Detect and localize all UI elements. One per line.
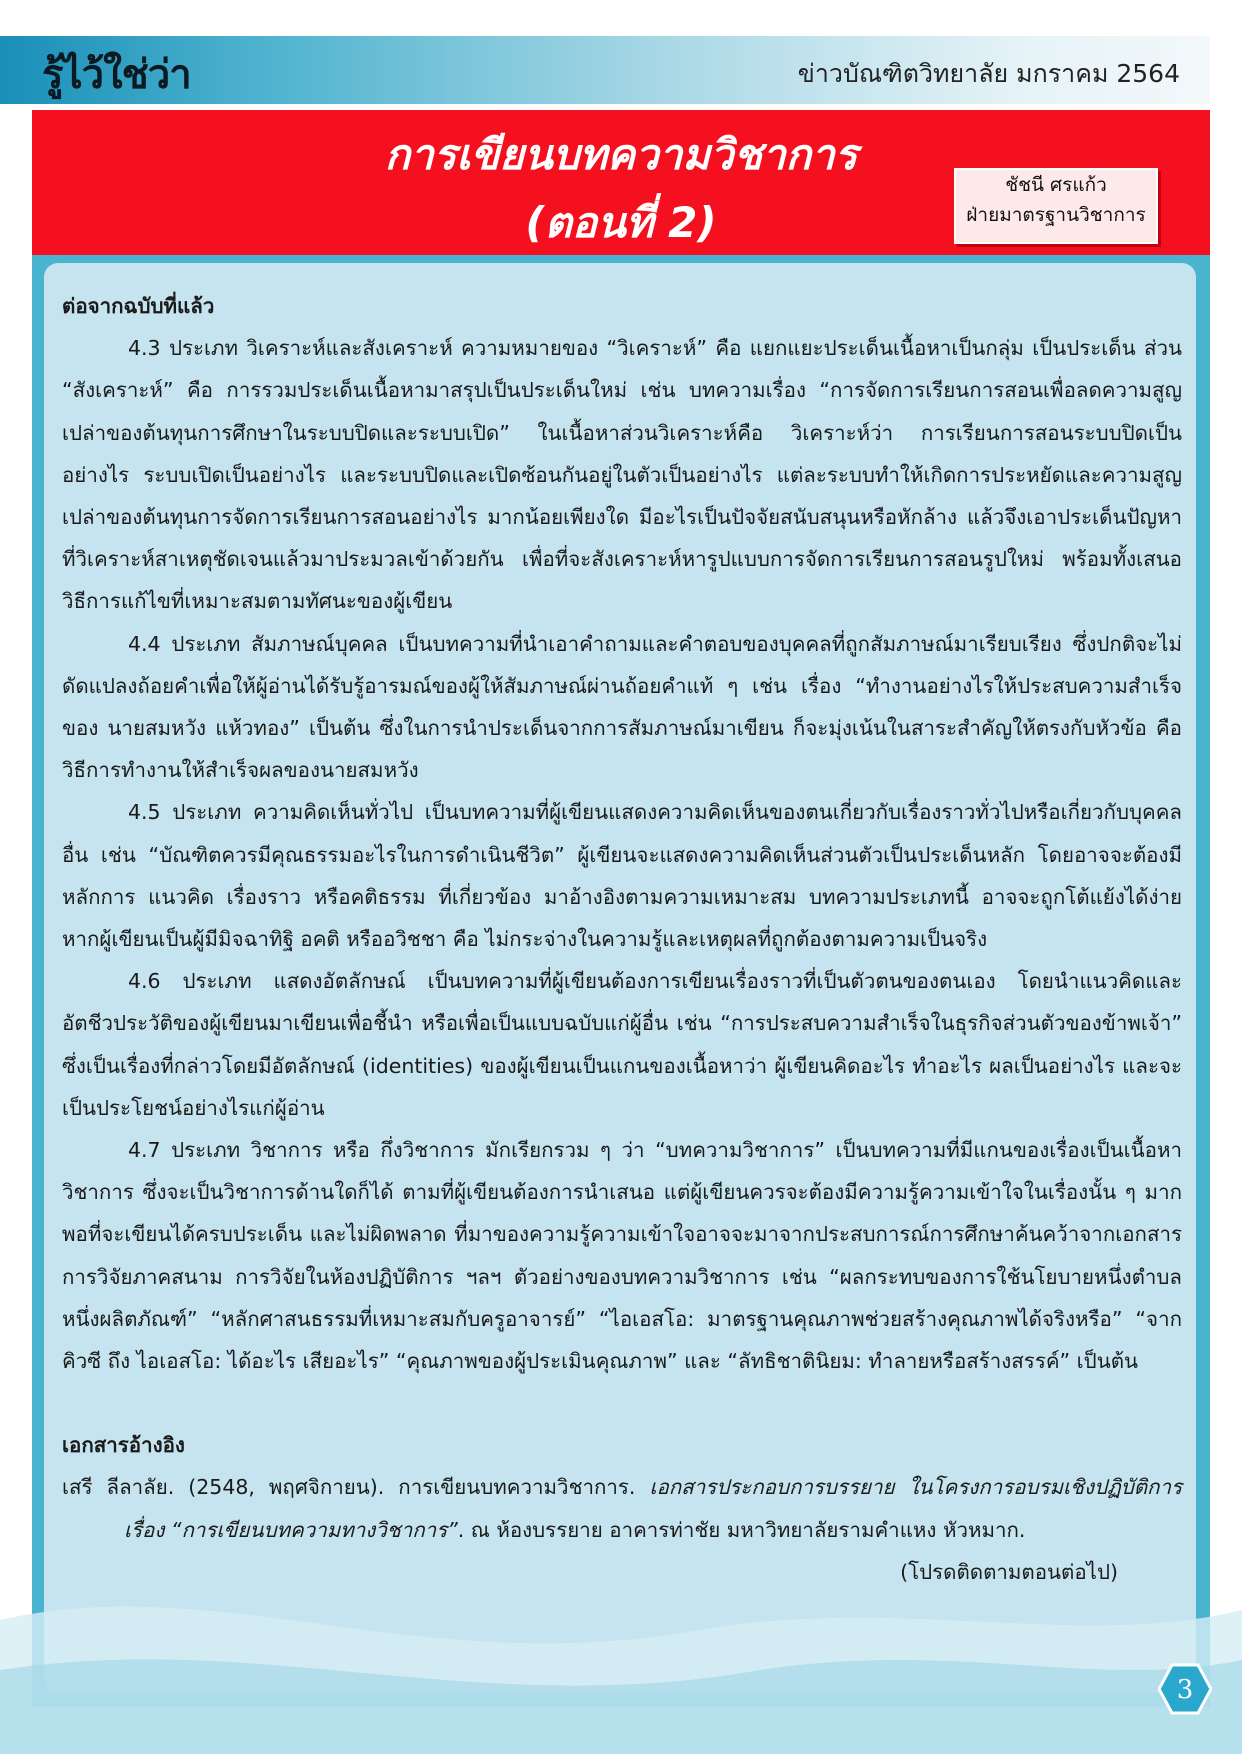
page-number-badge [1158,1662,1212,1716]
column-brand: รู้ไว้ใช่ว่า [42,52,191,98]
article-title: การเขียนบทความวิชาการ [384,130,858,179]
paragraph-4-3: 4.3 ประเภท วิเคราะห์และสังเคราะห์ ความหมายของ “วิเคราะห์” คือ แยกแยะประเด็นเนื้อหาเป็นกลุ่ม เป็นประเด็น ส่วน “สังเคราะห์” คือ การรวมประเด็นเนื้อหามาสรุปเป็นประเด็นใหม่ เช่น บทความเรื่อง “การจัดการเรียนการสอนเพื่อลดความสูญเปล่าของต้นทุนการศึกษาในระบบปิดและระบบเปิด” ในเนื้อหาส่วนวิเคราะห์คือ วิเคราะห์ว่า การเรียนการสอนระบบปิดเป็นอย่างไร ระบบเปิดเป็นอย่างไร และระบบปิดและเปิดซ้อนกันอยู่ในตัวเป็นอย่างไร แต่ละระบบทำให้เกิดการประหยัดและความสูญเปล่าของต้นทุนการจัดการเรียนการสอนอย่างไร มากน้อยเพียงใด มีอะไรเป็นปัจจัยสนับสนุนหรือหักล้าง แล้วจึงเอาประเด็นปัญหาที่วิเคราะห์สาเหตุชัดเจนแล้วมาประมวลเข้าด้วยกัน เพื่อที่จะสังเคราะห์หารูปแบบการจัดการเรียนการสอนรูปใหม่ พร้อมทั้งเสนอวิธีการแก้ไขที่เหมาะสมตามทัศนะของผู้เขียน [62,336,1182,614]
spacer [62,1382,1182,1424]
paragraph-4-7: 4.7 ประเภท วิชาการ หรือ กึ่งวิชาการ มักเรียกรวม ๆ ว่า “บทความวิชาการ” เป็นบทความที่มีแกนของเรื่องเป็นเนื้อหาวิชาการ ซึ่งจะเป็นวิชาการด้านใดก็ได้ ตามที่ผู้เขียนต้องการนำเสนอ แต่ผู้เขียนควรจะต้องมีความรู้ความเข้าใจในเรื่องนั้น ๆ มากพอที่จะเขียนได้ครบประเด็น และไม่ผิดพลาด ที่มาของความรู้ความเข้าใจอาจจะมาจากประสบการณ์การศึกษาค้นคว้าจากเอกสาร การวิจัยภาคสนาม การวิจัยในห้องปฏิบัติการ ฯลฯ ตัวอย่างของบทความวิชาการ เช่น “ผลกระทบของการใช้นโยบายหนึ่งตำบลหนึ่งผลิตภัณฑ์” “หลักศาสนธรรมที่เหมาะสมกับครูอาจารย์” “ไอเอสโอ: มาตรฐานคุณภาพช่วยสร้างคุณภาพได้จริงหรือ” “จาก คิวซี ถึง ไอเอสโอ: ได้อะไร เสียอะไร” “คุณภาพของผู้ประเมินคุณภาพ” และ “ลัทธิชาตินิยม: ทำลายหรือสร้างสรรค์” เป็นต้น [62,1138,1182,1374]
header-bar [0,36,1210,104]
reference-author: เสรี ลีลาลัย. (2548, พฤศจิกายน). การเขียนบทความวิชาการ. [62,1475,636,1500]
page-number: 3 [1176,1675,1194,1705]
reference-title: เอกสารประกอบการบรรยาย ในโครงการอบรมเชิงปฏิบัติการ เรื่อง “การเขียนบทความทางวิชาการ” [124,1475,1182,1542]
article-part: (ตอนที่ 2) [525,198,717,247]
references-heading: เอกสารอ้างอิง [62,1433,185,1458]
continued-next: (โปรดติดตามตอนต่อไป) [900,1559,1118,1584]
article-body [62,285,1182,1593]
paragraph-4-4: 4.4 ประเภท สัมภาษณ์บุคคล เป็นบทความที่นำเอาคำถามและคำตอบของบุคคลที่ถูกสัมภาษณ์มาเรียบเรียง ซึ่งปกติจะไม่ดัดแปลงถ้อยคำเพื่อให้ผู้อ่านได้รับรู้อารมณ์ของผู้ให้สัมภาษณ์ผ่านถ้อยคำแท้ ๆ เช่น เรื่อง “ทำงานอย่างไรให้ประสบความสำเร็จ ของ นายสมหวัง แห้วทอง” เป็นต้น ซึ่งในการนำประเด็นจากการสัมภาษณ์มาเขียน ก็จะมุ่งเน้นในสาระสำคัญให้ตรงกับหัวข้อ คือ วิธีการทำงานให้สำเร็จผลของนายสมหวัง [62,631,1182,783]
reference-place: . ณ ห้องบรรยาย อาคารท่าชัย มหาวิทยาลัยรามคำแหง หัวหมาก. [457,1517,1026,1542]
continued-label: ต่อจากฉบับที่แล้ว [62,294,215,318]
reference-entry [62,1466,1182,1550]
title-band [32,110,1210,255]
issue-label: ข่าวบัณฑิตวิทยาลัย มกราคม 2564 [797,59,1180,88]
author-name: ชัชนี ศรแก้ว [1005,174,1107,196]
author-box [954,168,1158,244]
author-department: ฝ่ายมาตรฐานวิชาการ [966,204,1146,226]
paragraph-4-6: 4.6 ประเภท แสดงอัตลักษณ์ เป็นบทความที่ผู้เขียนต้องการเขียนเรื่องราวที่เป็นตัวตนของตนเอง โดยนำแนวคิดและอัตชีวประวัติของผู้เขียนมาเขียนเพื่อชี้นำ หรือเพื่อเป็นแบบฉบับแก่ผู้อื่น เช่น “การประสบความสำเร็จในธุรกิจส่วนตัวของข้าพเจ้า” ซึ่งเป็นเรื่องที่กล่าวโดยมีอัตลักษณ์ (identities) ของผู้เขียนเป็นแกนของเนื้อหาว่า ผู้เขียนคิดอะไร ทำอะไร ผลเป็นอย่างไร และจะเป็นประโยชน์อย่างไรแก่ผู้อ่าน [62,969,1182,1120]
paragraph-4-5: 4.5 ประเภท ความคิดเห็นทั่วไป เป็นบทความที่ผู้เขียนแสดงความคิดเห็นของตนเกี่ยวกับเรื่องราวทั่วไปหรือเกี่ยวกับบุคคลอื่น เช่น “บัณฑิตควรมีคุณธรรมอะไรในการดำเนินชีวิต” ผู้เขียนจะแสดงความคิดเห็นส่วนตัวเป็นประเด็นหลัก โดยอาจจะต้องมีหลักการ แนวคิด เรื่องราว หรือคติธรรม ที่เกี่ยวข้อง มาอ้างอิงตามความเหมาะสม บทความประเภทนี้ อาจจะถูกโต้แย้งได้ง่าย หากผู้เขียนเป็นผู้มีมิจฉาทิฐิ อคติ หรืออวิชชา คือ ไม่กระจ่างในความรู้และเหตุผลที่ถูกต้องตามความเป็นจริง [62,800,1182,952]
